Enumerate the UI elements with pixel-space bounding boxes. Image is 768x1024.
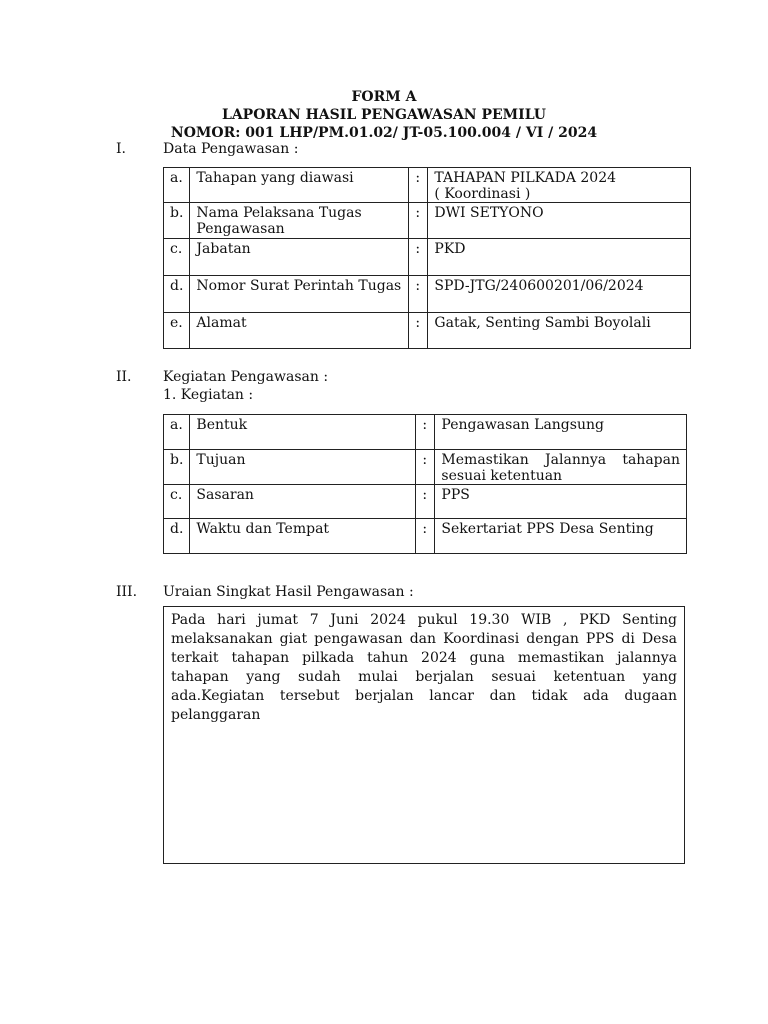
value-line-1: Memastikan Jalannya tahapan (441, 452, 680, 468)
table-row (164, 485, 687, 519)
row-value: Sekertariat PPS Desa Senting (435, 519, 687, 554)
form-label: FORM A (351, 89, 417, 105)
row-letter: e. (164, 313, 190, 349)
row-colon: : (416, 485, 435, 519)
table-row (164, 415, 687, 450)
row-label: Bentuk (190, 415, 416, 450)
value-line-1: TAHAPAN PILKADA 2024 (434, 170, 617, 186)
row-letter: b. (164, 203, 190, 239)
row-colon: : (409, 276, 428, 313)
row-letter: b. (164, 450, 190, 485)
row-value: Pengawasan Langsung (435, 415, 687, 450)
section-1-title: Data Pengawasan : (163, 141, 299, 157)
table-row (164, 313, 691, 349)
table-row (164, 276, 691, 313)
row-letter: d. (164, 276, 190, 313)
row-colon: : (416, 519, 435, 554)
row-label (190, 203, 409, 239)
row-letter: a. (164, 415, 190, 450)
section-2-title: Kegiatan Pengawasan : (163, 369, 329, 385)
row-label: Sasaran (190, 485, 416, 519)
table-row (164, 168, 691, 203)
row-label: Alamat (190, 313, 409, 349)
row-label: Tujuan (190, 450, 416, 485)
row-colon: : (416, 450, 435, 485)
row-colon: : (409, 239, 428, 276)
row-label: Nomor Surat Perintah Tugas (190, 276, 409, 313)
report-number: NOMOR: 001 LHP/PM.01.02/ JT-05.100.004 / VI / 2024 (170, 125, 598, 141)
row-value: PPS (435, 485, 687, 519)
row-letter: c. (164, 485, 190, 519)
row-label: Jabatan (190, 239, 409, 276)
section-3-number: III. (116, 584, 138, 600)
row-value (435, 450, 687, 485)
row-value: DWI SETYONO (428, 203, 691, 239)
value-line-2: sesuai ketentuan (441, 468, 563, 484)
table-row (164, 239, 691, 276)
row-label: Waktu dan Tempat (190, 519, 416, 554)
row-colon: : (416, 415, 435, 450)
label-line-2: Pengawasan (196, 221, 285, 237)
row-value (428, 168, 691, 203)
row-letter: a. (164, 168, 190, 203)
section-1-number: I. (116, 141, 126, 157)
row-value: PKD (428, 239, 691, 276)
table-row (164, 519, 687, 554)
kegiatan-table (163, 414, 687, 554)
data-pengawasan-table (163, 167, 691, 349)
table-row (164, 203, 691, 239)
value-line-2: ( Koordinasi ) (434, 186, 531, 202)
row-letter: d. (164, 519, 190, 554)
table-row (164, 450, 687, 485)
row-value: Gatak, Senting Sambi Boyolali (428, 313, 691, 349)
summary-text: Pada hari jumat 7 Juni 2024 pukul 19.30 WIB , PKD Senting melaksanakan giat pengawasan dan Koordinasi dengan PPS di Desa terkait tahapan pilkada tahun 2024 guna memastikan jalannya tahapan yang sudah mulai berjalan sesuai ketentuan yang ada.Kegiatan tersebut berjalan lancar dan tidak ada dugaan pelanggaran (171, 612, 677, 723)
row-colon: : (409, 168, 428, 203)
section-2-subtitle: 1. Kegiatan : (163, 387, 254, 403)
section-3-title: Uraian Singkat Hasil Pengawasan : (163, 584, 414, 600)
row-letter: c. (164, 239, 190, 276)
report-title: LAPORAN HASIL PENGAWASAN PEMILU (221, 107, 547, 123)
label-line-1: Nama Pelaksana Tugas (196, 205, 362, 221)
summary-box (163, 606, 685, 864)
row-value: SPD-JTG/240600201/06/2024 (428, 276, 691, 313)
section-2-number: II. (116, 369, 132, 385)
row-colon: : (409, 313, 428, 349)
row-label: Tahapan yang diawasi (190, 168, 409, 203)
row-colon: : (409, 203, 428, 239)
